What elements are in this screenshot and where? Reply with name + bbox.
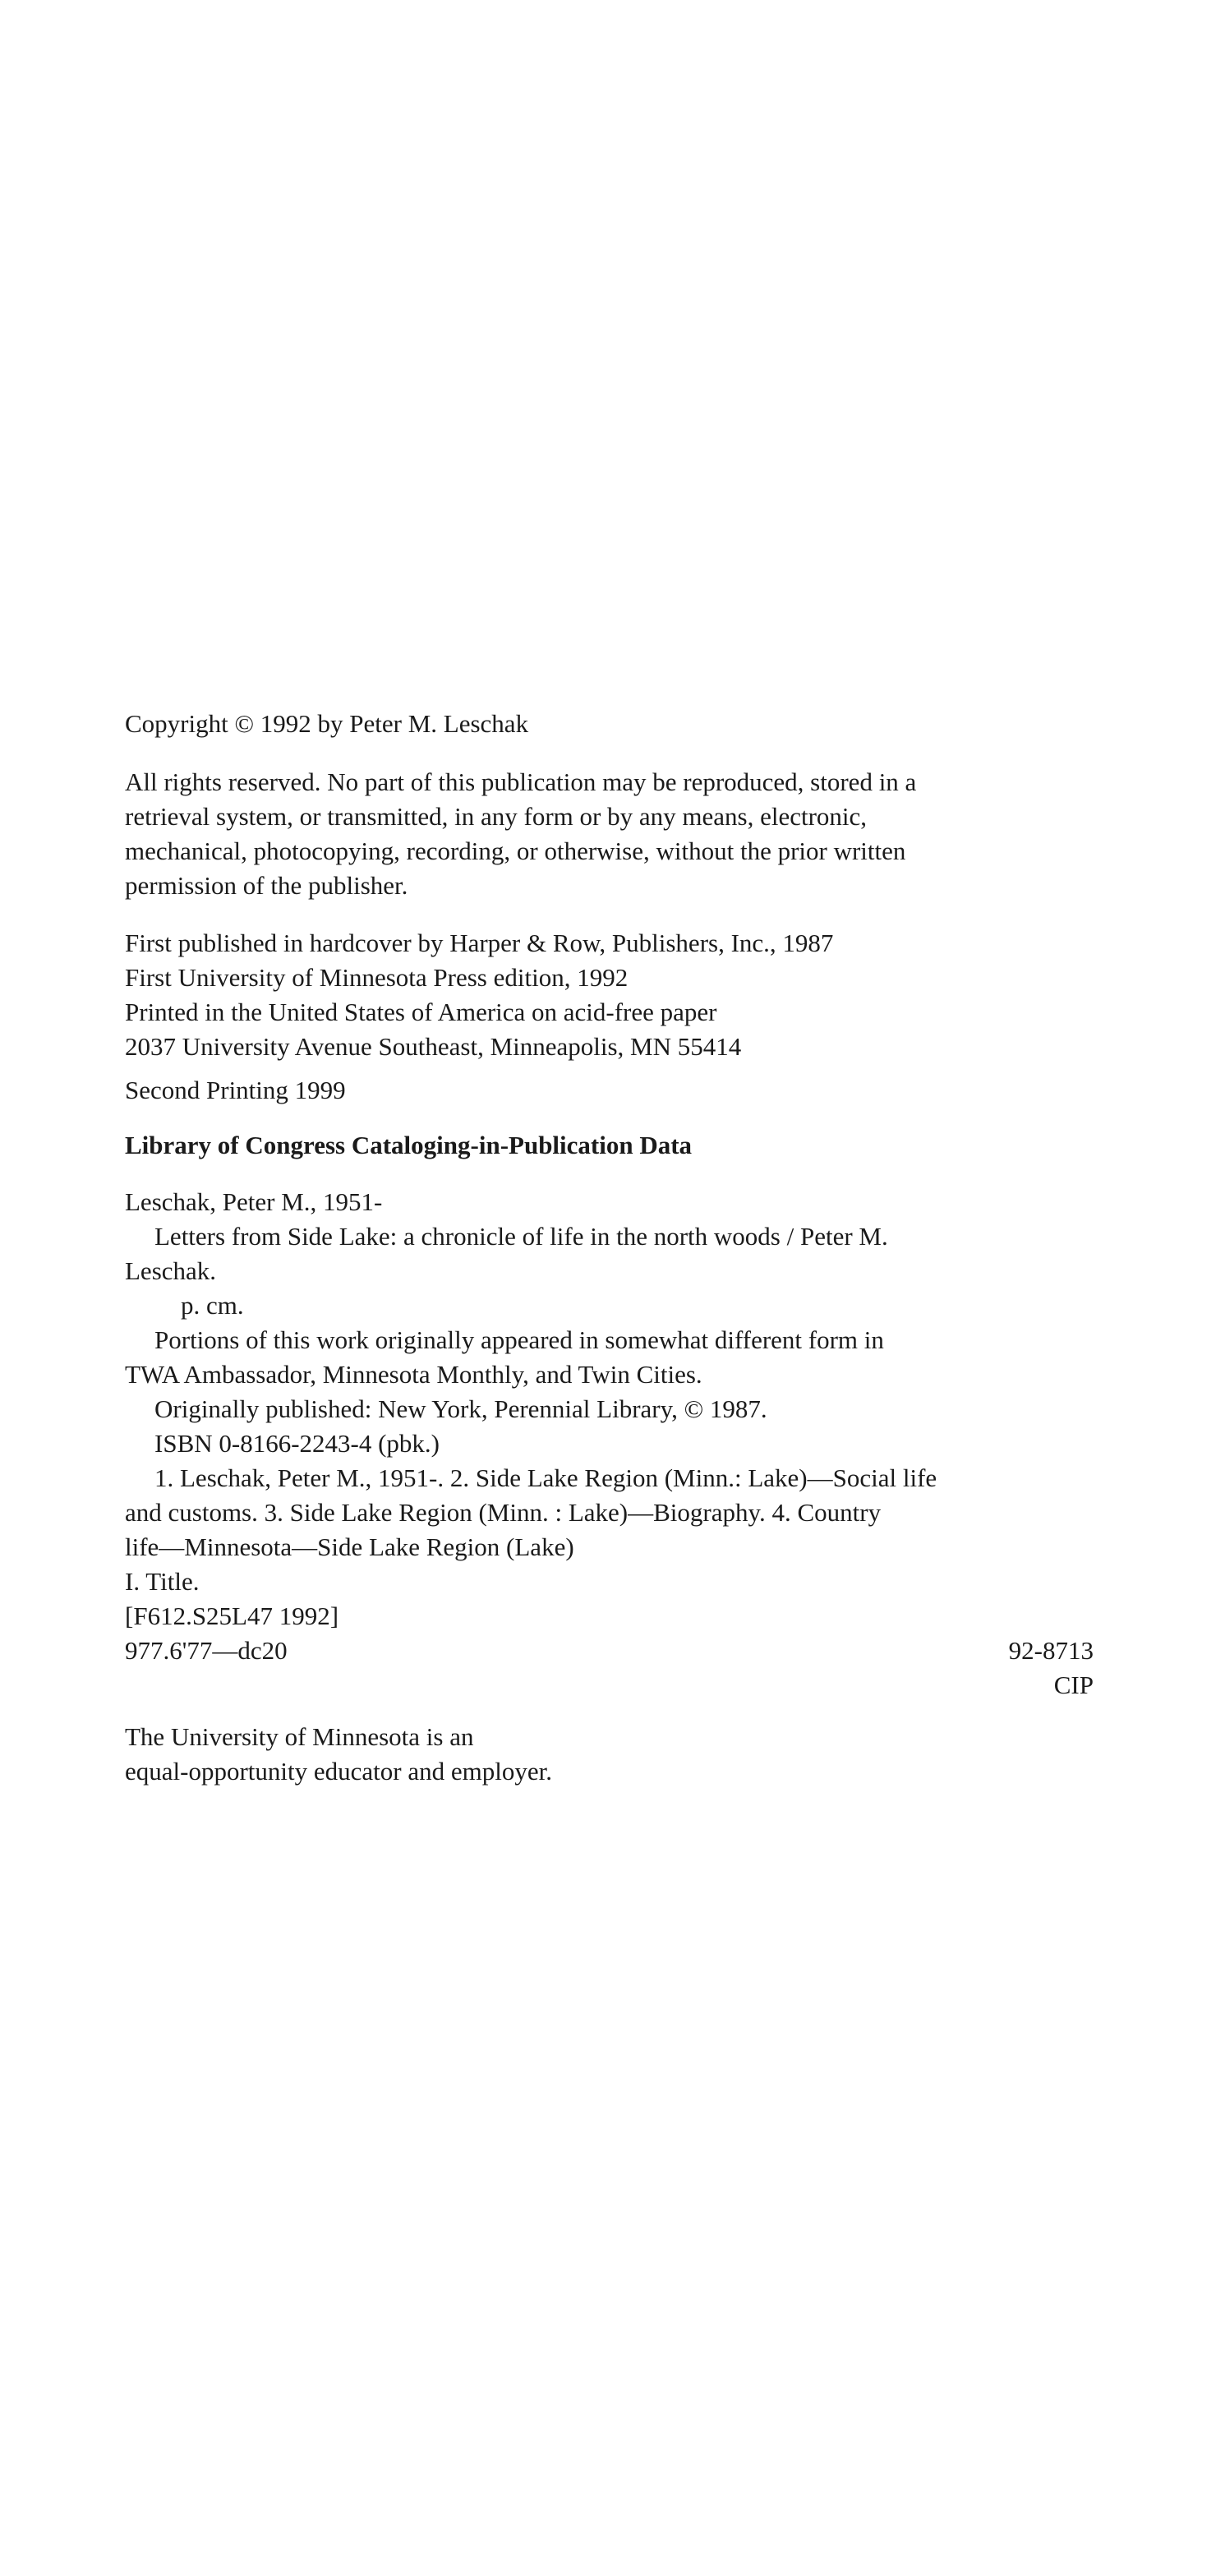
copyright-line	[125, 707, 1094, 741]
cip-subjects-cont: life—Minnesota—Side Lake Region (Lake)	[125, 1532, 574, 1561]
rights-paragraph	[125, 765, 1094, 903]
publication-line: Printed in the United States of America on acid-free paper	[125, 998, 717, 1026]
cip-dewey: 977.6'77—dc20	[125, 1636, 288, 1665]
publication-line: First published in hardcover by Harper & Row, Publishers, Inc., 1987	[125, 929, 834, 957]
publication-line: First University of Minnesota Press edition, 1992	[125, 963, 629, 992]
equal-opportunity-line: equal-opportunity educator and employer.	[125, 1757, 552, 1786]
cip-note-cont: TWA Ambassador, Minnesota Monthly, and Twin Cities.	[125, 1360, 702, 1389]
rights-line: permission of the publisher.	[125, 871, 408, 900]
cip-call-number: [F612.S25L47 1992]	[125, 1601, 339, 1630]
publication-line: 2037 University Avenue Southeast, Minneapolis, MN 55414	[125, 1032, 742, 1061]
cip-note: Portions of this work originally appeared in somewhat different form in	[154, 1325, 884, 1354]
publication-info	[125, 926, 1094, 1064]
cip-record	[125, 1185, 1094, 1668]
cip-right-column	[1009, 1634, 1094, 1703]
equal-opportunity-statement	[125, 1720, 1094, 1789]
cip-heading-text: Library of Congress Cataloging-in-Publication Data	[125, 1131, 693, 1159]
equal-opportunity-line: The University of Minnesota is an	[125, 1722, 474, 1751]
cip-orig-pub: Originally published: New York, Perennial Library, © 1987.	[154, 1394, 767, 1423]
cip-subjects-cont: and customs. 3. Side Lake Region (Minn. : Lake)—Biography. 4. Country	[125, 1498, 882, 1527]
cip-pages: p. cm.	[181, 1291, 244, 1320]
rights-line: All rights reserved. No part of this publication may be reproduced, stored in a	[125, 767, 917, 796]
cip-heading	[125, 1128, 1094, 1163]
cip-label: CIP	[1053, 1670, 1094, 1699]
printing-info	[125, 1073, 1094, 1108]
rights-line: retrieval system, or transmitted, in any form or by any means, electronic,	[125, 802, 868, 831]
rights-line: mechanical, photocopying, recording, or otherwise, without the prior written	[125, 836, 906, 865]
printing-text: Second Printing 1999	[125, 1076, 346, 1104]
cip-isbn: ISBN 0-8166-2243-4 (pbk.)	[154, 1429, 440, 1458]
cip-title: Letters from Side Lake: a chronicle of life in the north woods / Peter M.	[154, 1222, 888, 1251]
cip-lccn: 92-8713	[1008, 1636, 1094, 1665]
copyright-text: Copyright © 1992 by Peter M. Leschak	[125, 709, 529, 738]
cip-title-cont: Leschak.	[125, 1256, 217, 1285]
cip-title-entry: I. Title.	[125, 1567, 200, 1596]
cip-author: Leschak, Peter M., 1951-	[125, 1187, 383, 1216]
cip-subjects: 1. Leschak, Peter M., 1951-. 2. Side Lake Region (Minn.: Lake)—Social life	[154, 1463, 937, 1492]
